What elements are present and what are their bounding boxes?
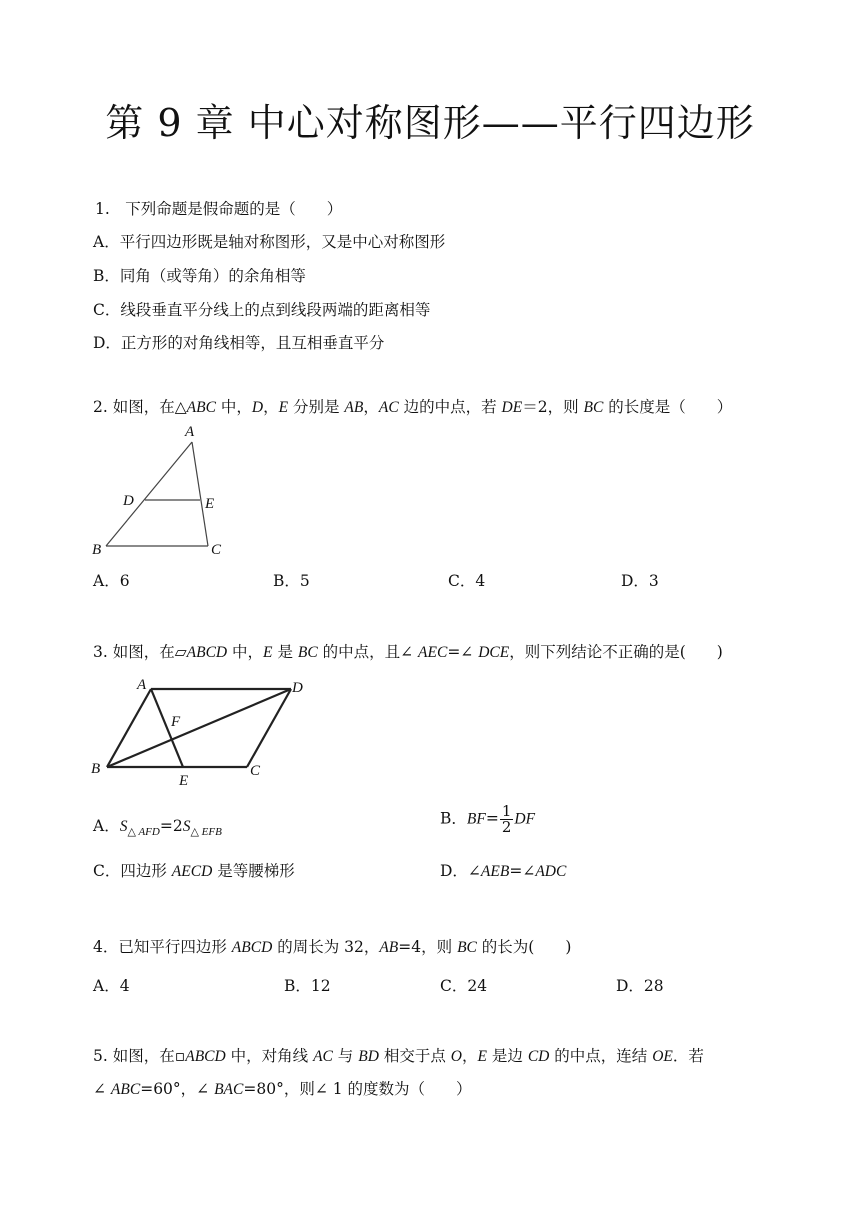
q5-stem-text: ∠: [93, 1080, 111, 1098]
q5-stem-text: 的中点，连结: [549, 1047, 653, 1065]
q1-option-d: D．正方形的对角线相等，且互相垂直平分: [93, 334, 385, 352]
q4-var: AB: [379, 939, 399, 956]
q3-stem-text: 是: [272, 643, 298, 661]
q2-segment-ab: [106, 442, 192, 546]
q3-label-f: F: [171, 714, 181, 730]
q1-option-b: B．同角（或等角）的余角相等: [93, 267, 306, 285]
q3-opt-text: =∠: [509, 862, 536, 880]
q3-var: E: [263, 644, 273, 661]
q4-stem-text: 的周长为 32，: [272, 938, 380, 956]
q3-var: BC: [297, 644, 318, 661]
q2-var: AC: [378, 399, 399, 416]
q2-var: ABC: [186, 399, 216, 416]
q3-var: DCE: [478, 644, 510, 661]
q5-stem-text: 与: [332, 1047, 359, 1065]
q3-var: AEB: [480, 863, 510, 880]
q3-opt-prefix: A．: [93, 817, 120, 835]
q2-label-b: B: [92, 542, 102, 558]
q2-stem-text: 分别是: [288, 398, 345, 416]
q3-opt-text: =2: [159, 817, 183, 835]
q4-option-d: D．28: [616, 977, 664, 995]
q2-label-d: D: [123, 493, 134, 509]
q4-stem-text: =4，则: [398, 938, 458, 956]
q3-area-subscript: △ AFD: [127, 826, 160, 839]
q3-segment-ab: [107, 689, 151, 767]
q3-opt-text: 是等腰梯形: [212, 862, 295, 880]
q2-segment-ac: [192, 442, 208, 546]
q2-var: E: [278, 399, 289, 416]
q2-triangle-figure: [88, 420, 238, 560]
q3-var: BF: [466, 810, 486, 828]
q4-option-b: B．12: [284, 977, 331, 995]
q3-stem-text: ，则下列结论不正确的是( ): [509, 643, 723, 661]
q3-area-symbol: S: [182, 818, 191, 835]
q3-var: ABCD: [186, 644, 228, 661]
q2-var: DE: [501, 399, 523, 416]
q2-option-c: C．4: [448, 572, 486, 590]
page-title: 第 9 章 中心对称图形——平行四边形: [105, 101, 755, 145]
q2-var: BC: [583, 399, 604, 416]
q2-option-b: B．5: [273, 572, 310, 590]
q5-var: OE: [652, 1048, 673, 1065]
q2-stem-text: ＝2，则: [522, 398, 584, 416]
q3-label-d: D: [292, 680, 303, 696]
q2-var: AB: [344, 399, 364, 416]
q3-stem-text: 的中点，且∠: [317, 643, 419, 661]
q4-option-c: C．24: [440, 977, 488, 995]
q4-stem-text: 的长为( ): [476, 938, 572, 956]
q1-option-c: C．线段垂直平分线上的点到线段两端的距离相等: [93, 301, 431, 319]
q3-opt-prefix: B．: [440, 809, 467, 828]
q3-parallelogram-figure: [88, 672, 318, 792]
q5-stem-line2: [93, 1077, 472, 1099]
q3-area-subscript: △ EFB: [190, 826, 222, 839]
q3-var: ADC: [535, 863, 567, 880]
q3-segment-dc: [247, 689, 291, 767]
q5-stem-text: =60°，∠: [140, 1080, 215, 1098]
q3-stem-text: 3. 如图，在▱: [93, 643, 187, 661]
q3-stem-text: 中，: [227, 643, 264, 661]
q3-var: AEC: [418, 644, 448, 661]
q3-label-c: C: [250, 763, 261, 779]
q3-opt-prefix: C．四边形: [93, 862, 172, 880]
q1-stem: 1. 下列命题是假命题的是（ ）: [95, 200, 343, 218]
q4-var: ABCD: [231, 939, 273, 956]
q5-var: ABC: [110, 1081, 141, 1098]
q3-var: AECD: [171, 863, 213, 880]
q5-var: CD: [527, 1048, 550, 1065]
fraction-numerator: 1: [501, 802, 512, 820]
q5-stem-text: 中，对角线: [225, 1047, 314, 1065]
q5-stem-text: 5. 如图，在▫: [93, 1047, 186, 1065]
q2-stem-text: 2. 如图，在△: [93, 398, 187, 416]
q5-var: O: [450, 1048, 462, 1065]
q5-var: AC: [313, 1048, 333, 1065]
q2-option-d: D．3: [621, 572, 659, 590]
q3-opt-prefix: D．∠: [440, 862, 481, 880]
q5-stem-text: 相交于点: [378, 1047, 451, 1065]
q3-option-a: [93, 814, 222, 838]
q2-option-a: A．6: [93, 572, 130, 590]
q5-var: E: [477, 1048, 487, 1065]
q4-stem-text: 4．已知平行四边形: [93, 938, 232, 956]
q3-option-c: [93, 859, 295, 881]
q3-option-d: [440, 859, 566, 881]
q2-stem-text: 边的中点，若: [398, 398, 502, 416]
q5-stem-line1: [93, 1044, 704, 1066]
q3-stem: [93, 640, 723, 662]
q2-label-a: A: [185, 424, 195, 440]
q5-stem-text: 是边: [486, 1047, 528, 1065]
fraction-denominator: 2: [501, 818, 512, 836]
q5-var: ABCD: [185, 1048, 226, 1065]
q2-label-e: E: [205, 496, 215, 512]
q3-segment-bd: [107, 689, 291, 767]
q2-stem-text: 的长度是（ ）: [603, 398, 733, 416]
q5-stem-text: ．若: [672, 1047, 704, 1065]
q4-stem: [93, 935, 571, 957]
q2-stem-text: ，: [263, 398, 279, 416]
q3-area-symbol: S: [119, 818, 128, 835]
q5-stem-text: ，: [461, 1047, 478, 1065]
q3-option-b: [440, 804, 535, 835]
q5-stem-text: =80°，则∠ 1 的度数为（ ）: [243, 1080, 472, 1098]
q3-fraction: [500, 804, 514, 835]
q2-label-c: C: [211, 542, 222, 558]
q3-label-b: B: [91, 761, 101, 777]
q2-stem-text: ，: [363, 398, 379, 416]
q3-stem-text: =∠: [447, 643, 479, 661]
q4-var: BC: [457, 939, 477, 956]
q3-var: DF: [514, 810, 536, 828]
q5-var: BD: [358, 1048, 379, 1065]
q3-label-e: E: [179, 773, 189, 789]
q2-stem-text: 中，: [215, 398, 252, 416]
q4-option-a: A．4: [93, 977, 130, 995]
q2-var: D: [251, 399, 264, 416]
q3-label-a: A: [137, 677, 147, 693]
q1-option-a: A．平行四边形既是轴对称图形，又是中心对称图形: [93, 233, 446, 251]
q2-stem: [93, 395, 732, 417]
q3-opt-text: =: [485, 809, 499, 828]
q5-var: BAC: [214, 1081, 244, 1098]
